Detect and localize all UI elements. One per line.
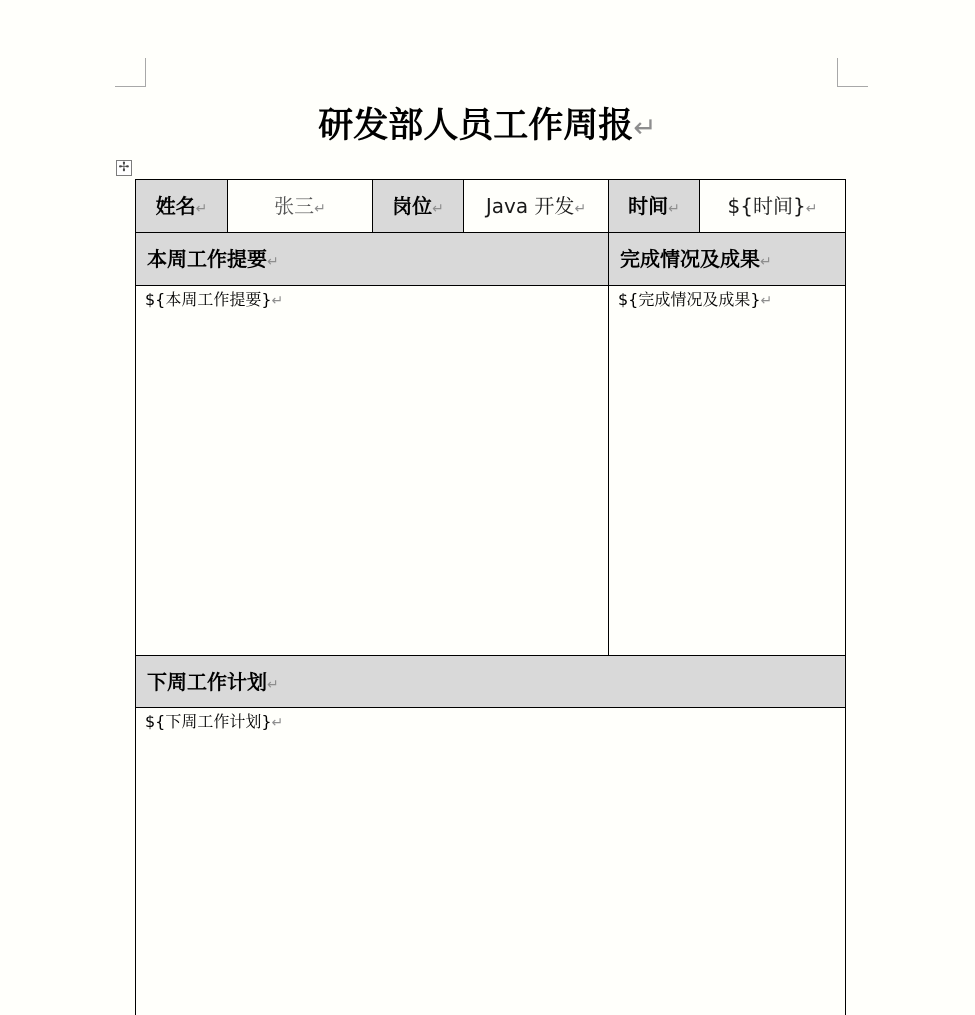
name-label: 姓名 xyxy=(155,194,196,218)
time-label-cell[interactable] xyxy=(608,179,700,233)
time-value-cell[interactable] xyxy=(699,179,846,233)
position-label-cell[interactable] xyxy=(372,179,464,233)
paragraph-mark-icon: ↵ xyxy=(271,715,284,731)
results-content: ${完成情况及成果} xyxy=(618,290,761,309)
paragraph-mark-icon: ↵ xyxy=(267,677,279,693)
next-week-label-cell[interactable] xyxy=(135,655,846,708)
paragraph-mark-icon: ↵ xyxy=(633,111,657,144)
this-week-content-cell[interactable] xyxy=(135,285,609,656)
next-week-content-cell[interactable] xyxy=(135,707,846,1015)
paragraph-mark-icon: ↵ xyxy=(195,201,208,217)
this-week-label-cell[interactable] xyxy=(135,232,609,286)
paragraph-mark-icon: ↵ xyxy=(267,254,279,270)
margin-corner-top-right xyxy=(837,58,868,87)
paragraph-mark-icon: ↵ xyxy=(668,201,680,217)
next-week-label: 下周工作计划 xyxy=(147,670,267,694)
table-move-handle-icon[interactable]: ✢ xyxy=(116,160,132,176)
weekly-report-table xyxy=(135,179,846,1015)
paragraph-mark-icon: ↵ xyxy=(805,201,818,217)
paragraph-mark-icon: ↵ xyxy=(432,201,444,217)
this-week-label: 本周工作提要 xyxy=(147,247,267,271)
margin-corner-top-left xyxy=(115,58,146,87)
position-label: 岗位 xyxy=(392,194,433,218)
title-text[interactable]: 研发部人员工作周报 xyxy=(318,105,634,146)
document-title[interactable] xyxy=(0,100,975,154)
paragraph-mark-icon: ↵ xyxy=(760,254,772,270)
paragraph-mark-icon: ↵ xyxy=(271,293,284,309)
name-value: 张三 xyxy=(274,194,315,218)
name-label-cell[interactable] xyxy=(135,179,228,233)
name-value-cell[interactable] xyxy=(227,179,373,233)
time-value: ${时间} xyxy=(727,194,806,218)
position-value: Java 开发 xyxy=(485,194,575,218)
next-week-content: ${下周工作计划} xyxy=(145,712,272,731)
time-label: 时间 xyxy=(628,194,669,218)
paragraph-mark-icon: ↵ xyxy=(314,201,326,217)
this-week-content: ${本周工作提要} xyxy=(145,290,272,309)
results-content-cell[interactable] xyxy=(608,285,846,656)
results-label-cell[interactable] xyxy=(608,232,846,286)
paragraph-mark-icon: ↵ xyxy=(760,293,773,309)
paragraph-mark-icon: ↵ xyxy=(574,201,587,217)
results-label: 完成情况及成果 xyxy=(620,247,760,271)
position-value-cell[interactable] xyxy=(463,179,609,233)
